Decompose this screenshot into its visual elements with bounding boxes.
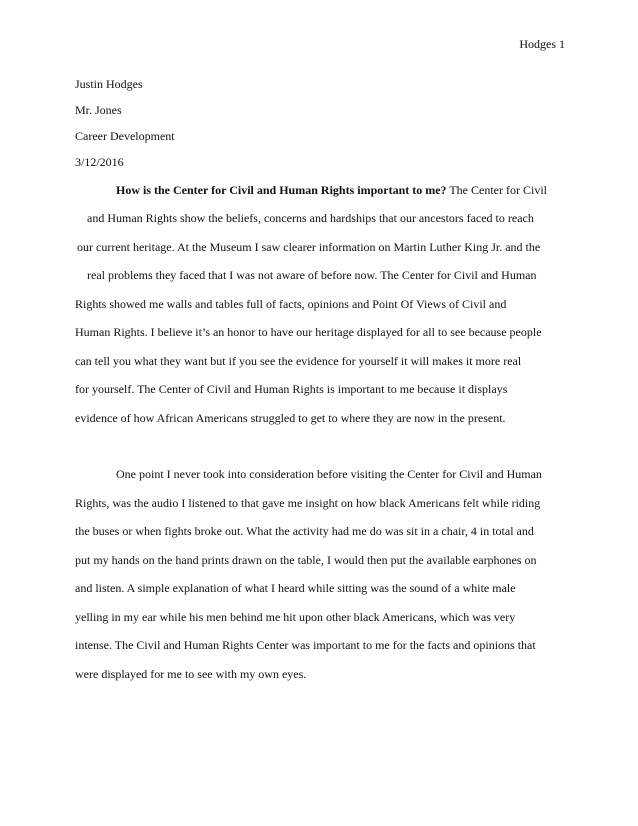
paragraph-1-line-1: [116, 183, 547, 198]
paragraph-1-line-6: Human Rights. I believe it’s an honor to have our heritage displayed for all to see because people: [75, 325, 542, 339]
paragraph-2-line-1: One point I never took into consideration before visiting the Center for Civil and Human: [116, 467, 542, 481]
author-name: Justin Hodges: [75, 77, 143, 91]
paragraph-1-line-4: real problems they faced that I was not aware of before now. The Center for Civil and Human: [87, 268, 537, 282]
instructor-name: Mr. Jones: [75, 103, 122, 117]
paragraph-2-line-5: and listen. A simple explanation of what I heard while sitting was the sound of a white male: [75, 581, 516, 595]
bold-question: How is the Center for Civil and Human Rights important to me?: [116, 183, 447, 197]
paragraph-1-line-8: for yourself. The Center of Civil and Human Rights is important to me because it displays: [75, 382, 508, 396]
running-head: Hodges 1: [519, 37, 565, 51]
date: 3/12/2016: [75, 155, 124, 169]
paragraph-2-line-6: yelling in my ear while his men behind me hit upon other black Americans, which was very: [75, 610, 516, 624]
paragraph-2-line-4: put my hands on the hand prints drawn on the table, I would then put the available earphones on: [75, 553, 537, 567]
paragraph-1-line-9: evidence of how African Americans struggled to get to where they are now in the present.: [75, 411, 506, 425]
paragraph-2-line-7: intense. The Civil and Human Rights Center was important to me for the facts and opinions that: [75, 638, 536, 652]
paragraph-2-line-3: the buses or when fights broke out. What the activity had me do was sit in a chair, 4 in total and: [75, 524, 534, 538]
paragraph-1-line-1-rest: The Center for Civil: [446, 183, 547, 197]
paragraph-1-line-5: Rights showed me walls and tables full of facts, opinions and Point Of Views of Civil and: [75, 297, 507, 311]
paragraph-1-line-7: can tell you what they want but if you see the evidence for yourself it will makes it more real: [75, 354, 522, 368]
paragraph-1-line-2: and Human Rights show the beliefs, concerns and hardships that our ancestors faced to reach: [87, 211, 534, 225]
paragraph-2-line-2: Rights, was the audio I listened to that gave me insight on how black Americans felt while riding: [75, 496, 541, 510]
course-name: Career Development: [75, 129, 175, 143]
paragraph-1-line-3: our current heritage. At the Museum I saw clearer information on Martin Luther King Jr. and the: [77, 240, 541, 254]
paragraph-2-line-8: were displayed for me to see with my own eyes.: [75, 667, 307, 681]
